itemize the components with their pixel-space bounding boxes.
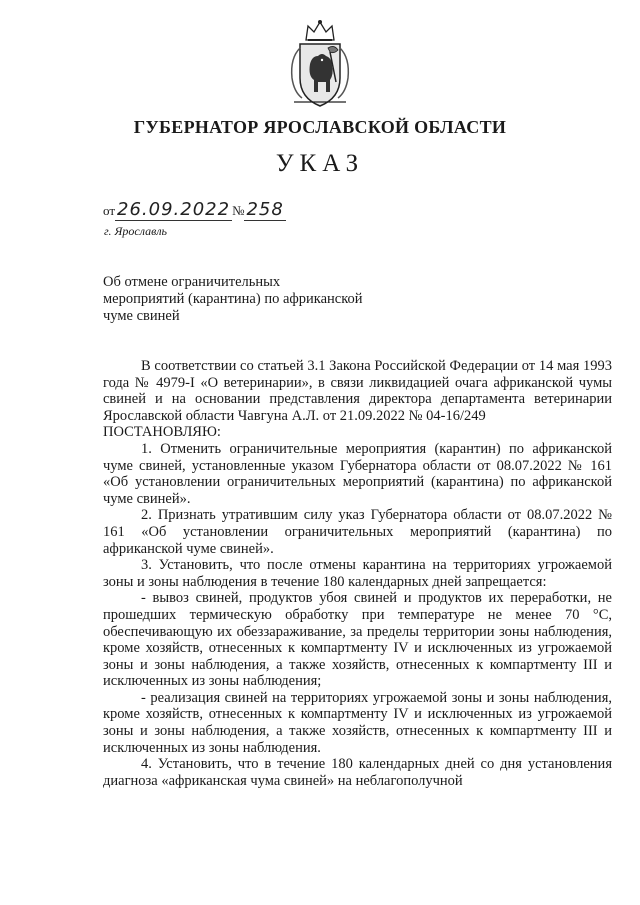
paragraph-1: 1. Отменить ограничительные мероприятия (карантин) по африканской чуме свиней, установленные указом Губернатора области от 08.07.2022 № 161 «Об установлении ограничительных мероприятий (карантина) по африканской чуме свиней».: [103, 440, 612, 507]
paragraph-2: 2. Признать утратившим силу указ Губернатора области от 08.07.2022 № 161 «Об установлении ограничительных мероприятий (карантина) по африканской чуме свиней».: [103, 507, 612, 557]
preamble: В соответствии со статьей 3.1 Закона Российской Федерации от 14 мая 1993 года № 4979-I «О ветеринарии», в связи ликвидацией очага африканской чумы свиней и на основании представления директора департамента ветеринарии Ярославской области Чавгуна А.Л. от 21.09.2022 № 04-16/249: [103, 358, 612, 424]
paragraph-3-item-2: - реализация свиней на территориях угрожаемой зоны и зоны наблюдения, кроме хозяйств, отнесенных к компартменту IV и исключенных из угрожаемой зоны и зоны наблюдения, а также хозяйств, отнесенных к компартменту III и исключенных из зоны наблюдения.: [103, 689, 612, 756]
decree-subject: Об отмене ограничительных мероприятий (карантина) по африканской чуме свиней: [103, 274, 363, 324]
handwritten-number: 258: [246, 199, 284, 220]
document-type: УКАЗ: [275, 150, 365, 177]
number-prefix: №: [232, 203, 245, 218]
date-prefix: от: [103, 203, 116, 218]
date-number-line: [103, 199, 286, 220]
decree-body: [103, 358, 612, 789]
paragraph-3-item-1: - вывоз свиней, продуктов убоя свиней и продуктов их переработки, не прошедших термическую обработку при температуре не менее 70 °С, обеспечивающую их обеззараживание, за пределы территории зоны наблюдения, кроме хозяйств, отнесенных к компартменту IV и исключенных из угрожаемой зоны и зоны наблюдения, а также хозяйств, отнесенных к компартменту III и исключенных из зоны наблюдения;: [103, 590, 612, 690]
paragraph-4: 4. Установить, что в течение 180 календарных дней со дня установления диагноза «африканская чума свиней» на неблагополучной: [103, 756, 612, 789]
handwritten-date: 26.09.2022: [117, 199, 231, 220]
decree-word: ПОСТАНОВЛЯЮ:: [103, 424, 221, 441]
city-label: г. Ярославль: [104, 224, 168, 238]
coat-of-arms-emblem: [284, 18, 356, 110]
paragraph-3: 3. Установить, что после отмены карантина на территориях угрожаемой зоны и зоны наблюдения в течение 180 календарных дней запрещается:: [103, 557, 612, 590]
issuing-authority: ГУБЕРНАТОР ЯРОСЛАВСКОЙ ОБЛАСТИ: [133, 117, 507, 137]
